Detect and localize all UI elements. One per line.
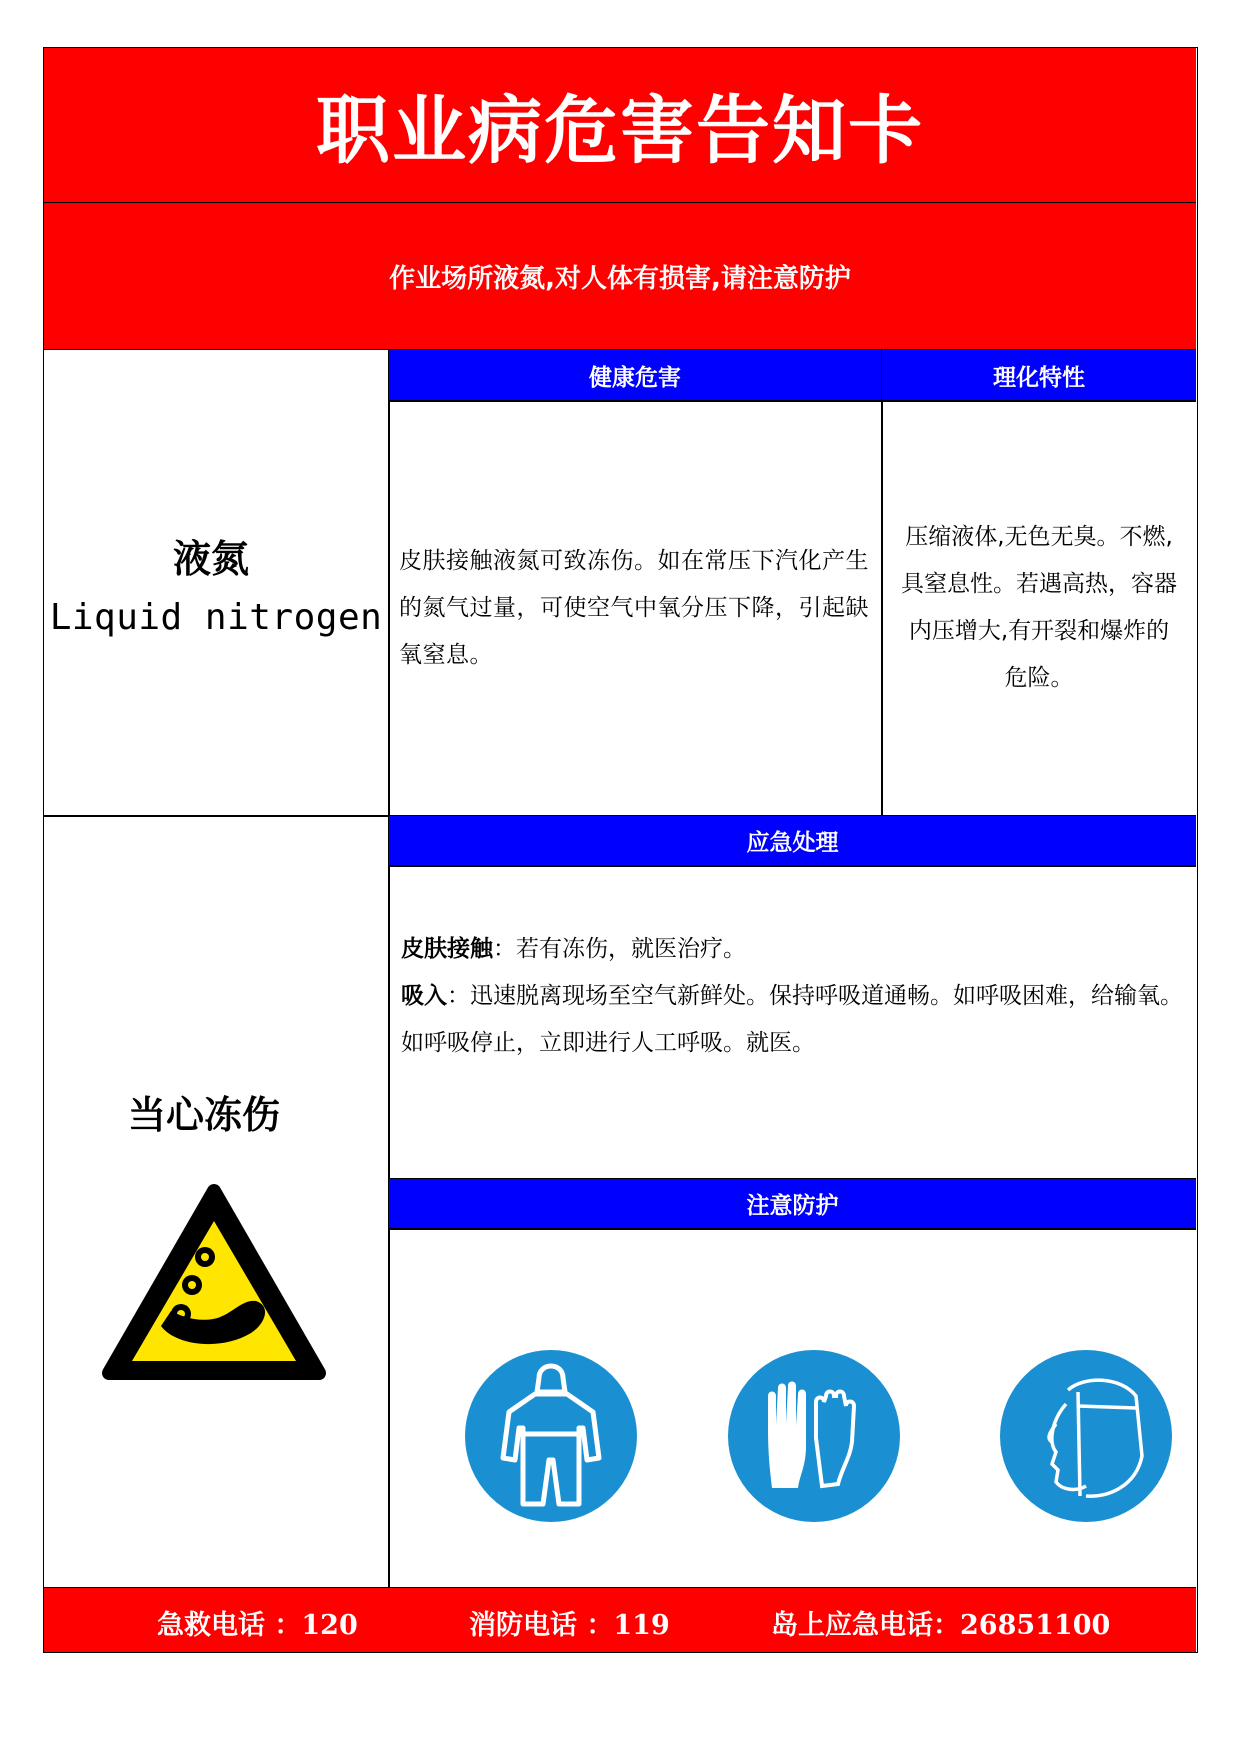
island-emergency-phone: 岛上应急电话：26851100 — [771, 1610, 1111, 1641]
emergency-cell — [389, 866, 1196, 1178]
warning-cell — [44, 816, 388, 1587]
emergency-phone-footer — [44, 1587, 1196, 1652]
substance-name-en: Liquid nitrogen — [49, 596, 383, 638]
warning-label: 当心冻伤 — [127, 1093, 280, 1137]
emergency-header: 应急处理 — [389, 816, 1196, 865]
skin-contact-label: 皮肤接触 — [401, 936, 493, 962]
skin-contact-text: ：若有冻伤，就医治疗。 — [493, 936, 746, 962]
substance-cell — [44, 350, 388, 815]
properties-cell — [882, 401, 1196, 815]
health-hazard-cell — [389, 401, 881, 815]
protective-gloves-icon — [724, 1346, 904, 1526]
card-subtitle: 作业场所液氮,对人体有损害,请注意防护 — [44, 203, 1196, 350]
health-hazard-text: 皮肤接触液氮可致冻伤。如在常压下汽化产生的氮气过量，可使空气中氧分压下降，引起缺氧窒息。 — [399, 547, 869, 668]
properties-line: 内压增大,有开裂和爆炸的 — [908, 618, 1170, 644]
properties-header: 理化特性 — [882, 350, 1196, 400]
substance-name-cn: 液氮 — [172, 536, 249, 581]
card-title: 职业病危害告知卡 — [44, 48, 1196, 203]
inhalation-text: ：迅速脱离现场至空气新鲜处。保持呼吸道通畅。如呼吸困难，给输氧。如呼吸停止，立即进行人工呼吸。就医。 — [401, 983, 1183, 1056]
health-hazard-header: 健康危害 — [389, 350, 881, 400]
emergency-skin — [401, 926, 1184, 973]
hazard-notice-card — [43, 47, 1198, 1653]
properties-line: 压缩液体,无色无臭。不燃, — [905, 524, 1173, 550]
fire-phone: 消防电话 ：119 — [469, 1610, 670, 1641]
properties-line: 危险。 — [1004, 665, 1074, 691]
properties-line: 具窒息性。若遇高热，容器 — [901, 571, 1177, 597]
face-shield-icon — [996, 1346, 1176, 1526]
protection-header: 注意防护 — [389, 1179, 1196, 1228]
freezing-hazard-icon — [101, 1181, 327, 1386]
protection-cell — [389, 1229, 1196, 1587]
inhalation-label: 吸入 — [401, 983, 447, 1009]
emergency-inhale — [401, 973, 1184, 1067]
protective-suit-icon — [461, 1346, 641, 1526]
first-aid-phone: 急救电话 ：120 — [157, 1610, 358, 1641]
